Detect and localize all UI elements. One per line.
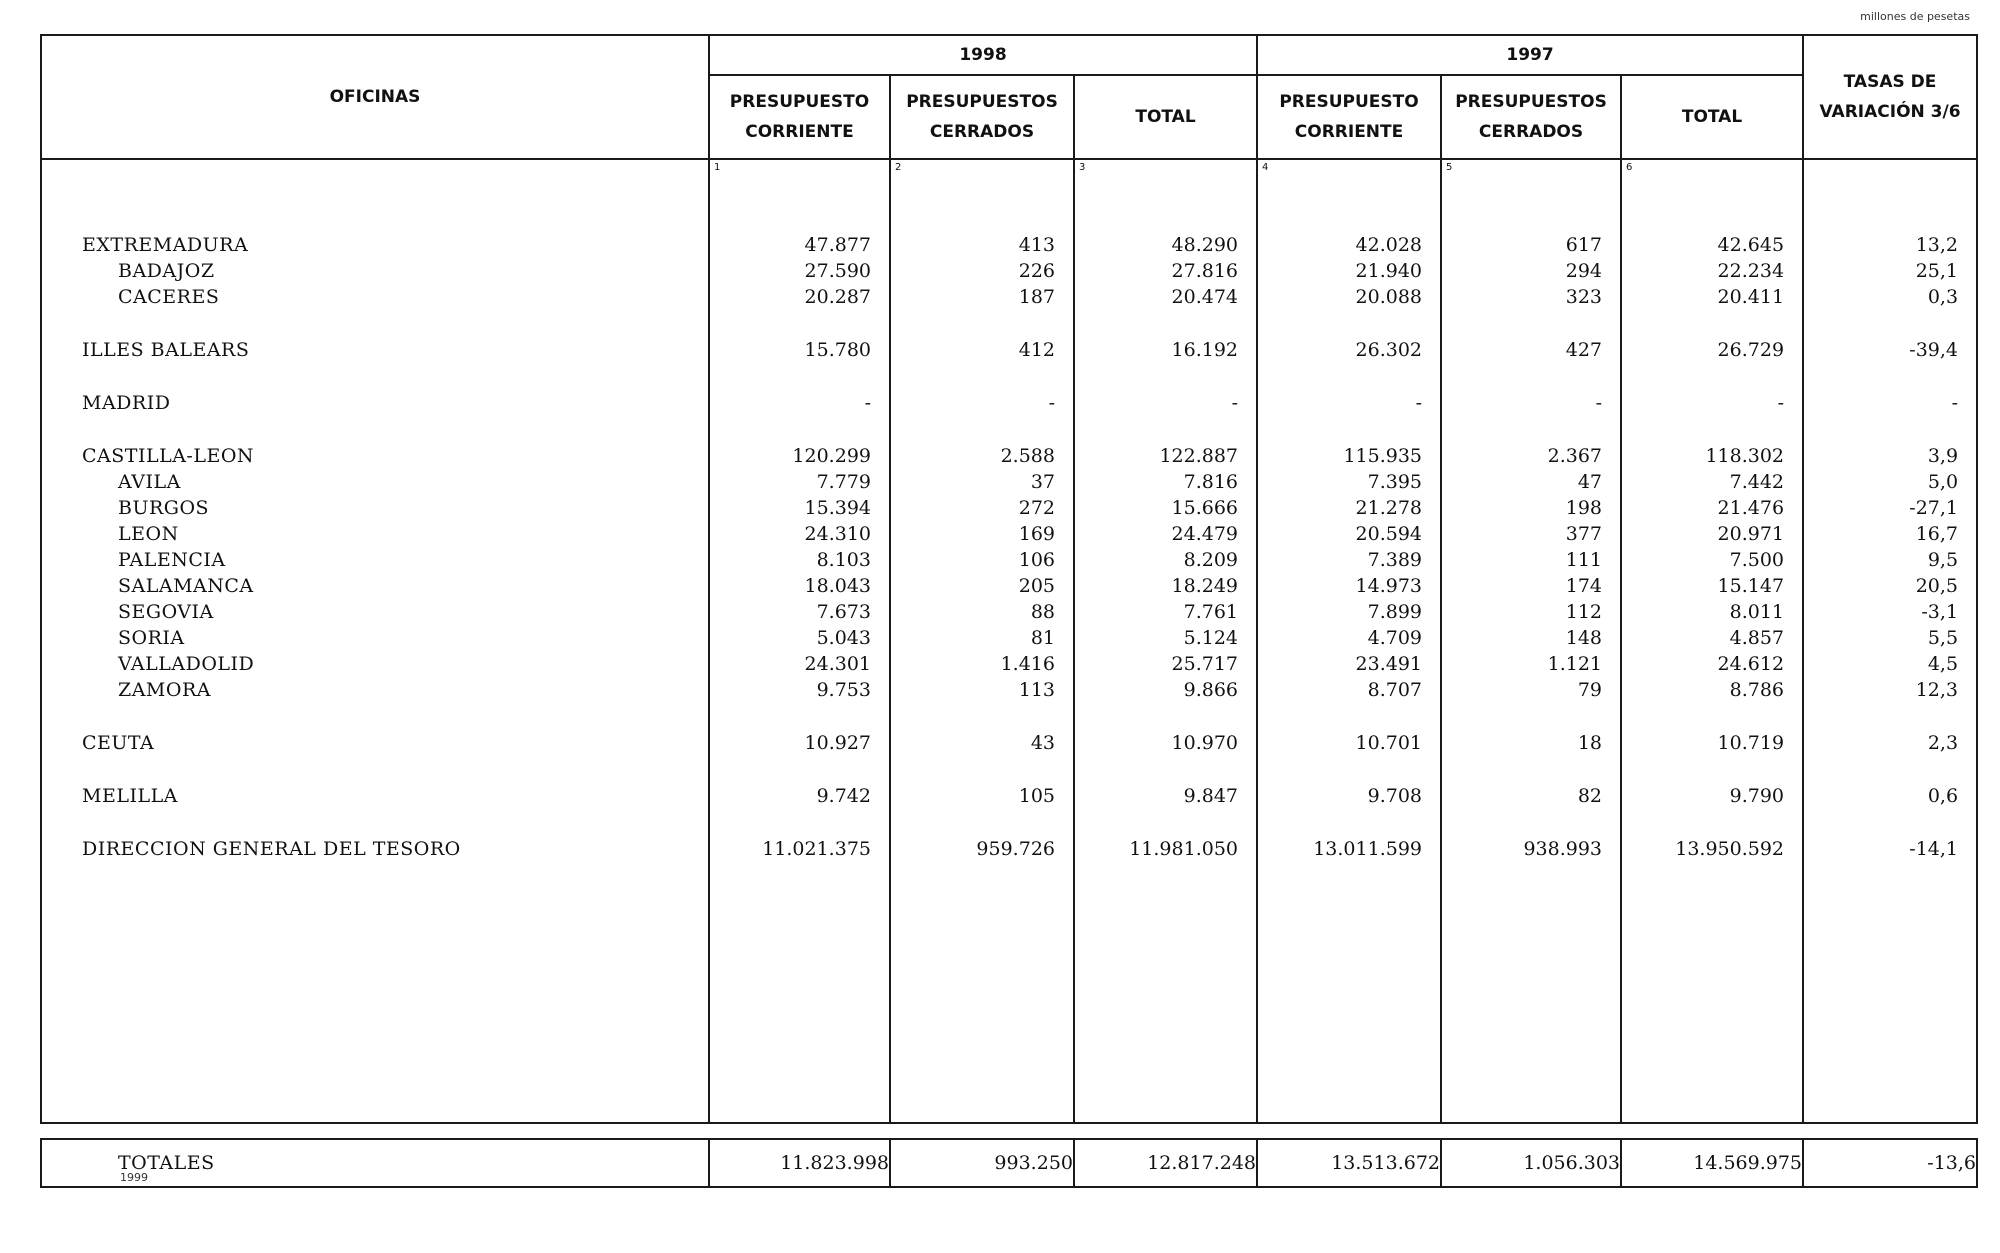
- row-value: 5.043: [816, 627, 871, 649]
- row-value: 24.301: [804, 653, 871, 675]
- col-index-2: 2: [895, 162, 902, 173]
- row-value: 2.367: [1547, 445, 1603, 467]
- row-value: 21.940: [1355, 260, 1423, 282]
- row-value: 7.816: [1183, 471, 1239, 493]
- row-label: CASTILLA-LEON: [82, 445, 255, 467]
- row-value: 4.857: [1729, 627, 1785, 649]
- row-value: 9,5: [1927, 549, 1959, 571]
- row-value: 0,6: [1927, 785, 1959, 807]
- row-value: 27.590: [804, 260, 871, 282]
- row-label: ILLES BALEARS: [82, 339, 250, 361]
- totales-value-4: 13.513.672: [1257, 1139, 1441, 1187]
- row-value: 20.971: [1717, 523, 1785, 545]
- col-5: [1441, 159, 1621, 1123]
- row-value: 48.290: [1171, 234, 1239, 256]
- row-value: 8.786: [1729, 679, 1785, 701]
- row-value: 7.500: [1729, 549, 1785, 571]
- row-value: 42.645: [1717, 234, 1785, 256]
- row-value: 174: [1565, 575, 1603, 597]
- row-value: 18: [1577, 732, 1603, 754]
- row-label: ZAMORA: [118, 679, 211, 701]
- totales-row: [41, 1139, 1977, 1187]
- row-value: 26.302: [1355, 339, 1423, 361]
- row-value: 120.299: [792, 445, 871, 467]
- row-value: 21.476: [1717, 497, 1785, 519]
- row-value: 20.594: [1355, 523, 1423, 545]
- row-value: 23.491: [1355, 653, 1423, 675]
- row-value: 9.753: [816, 679, 871, 701]
- row-value: 112: [1565, 601, 1603, 623]
- row-value: 323: [1565, 286, 1603, 308]
- row-label: CACERES: [118, 286, 220, 308]
- row-value: 2.588: [1000, 445, 1055, 467]
- row-value: 88: [1030, 601, 1055, 623]
- col-4: [1257, 159, 1441, 1123]
- row-value: -3,1: [1921, 601, 1959, 623]
- row-label: LEON: [118, 523, 179, 545]
- header-presupuesto-corriente-1997: PRESUPUESTO CORRIENTE: [1257, 75, 1441, 159]
- row-value: 12,3: [1915, 679, 1959, 701]
- row-label: CEUTA: [82, 732, 155, 754]
- row-value: 5.124: [1183, 627, 1239, 649]
- row-value: 20.088: [1355, 286, 1423, 308]
- row-value: 7.442: [1729, 471, 1785, 493]
- totales-value-5: 1.056.303: [1441, 1139, 1621, 1187]
- row-value: 8.209: [1183, 549, 1239, 571]
- row-value: 13.011.599: [1313, 838, 1423, 860]
- header-year-1997: 1997: [1257, 35, 1803, 75]
- row-value: 198: [1565, 497, 1603, 519]
- row-value: 0,3: [1927, 286, 1959, 308]
- row-value: 9.790: [1729, 785, 1785, 807]
- row-value: 7.761: [1183, 601, 1239, 623]
- row-value: 15.147: [1717, 575, 1785, 597]
- row-value: 226: [1018, 260, 1055, 282]
- row-value: -: [864, 392, 871, 414]
- header-total-1997: TOTAL: [1621, 75, 1803, 159]
- row-value: 37: [1030, 471, 1055, 493]
- row-value: 16.192: [1171, 339, 1239, 361]
- row-value: 24.612: [1717, 653, 1785, 675]
- row-value: 7.899: [1367, 601, 1423, 623]
- row-value: 115.935: [1343, 445, 1423, 467]
- row-value: 169: [1018, 523, 1055, 545]
- row-value: 113: [1018, 679, 1055, 701]
- row-label: BURGOS: [118, 497, 210, 519]
- row-label: DIRECCION GENERAL DEL TESORO: [82, 838, 461, 860]
- row-value: 205: [1018, 575, 1055, 597]
- row-value: 21.278: [1355, 497, 1423, 519]
- row-value: 20.474: [1171, 286, 1239, 308]
- row-value: 14.973: [1355, 575, 1423, 597]
- row-value: 412: [1018, 339, 1055, 361]
- row-value: 7.779: [816, 471, 871, 493]
- row-value: 15.780: [804, 339, 871, 361]
- row-value: 26.729: [1717, 339, 1785, 361]
- row-value: 148: [1565, 627, 1603, 649]
- col-3: [1074, 159, 1257, 1123]
- row-value: 15.394: [804, 497, 871, 519]
- row-value: -14,1: [1909, 838, 1959, 860]
- row-value: 272: [1018, 497, 1055, 519]
- row-value: 81: [1030, 627, 1055, 649]
- oficinas-table: [40, 34, 1978, 1188]
- row-label: MELILLA: [82, 785, 178, 807]
- col-tasas: [1803, 159, 1977, 1123]
- row-value: 7.673: [816, 601, 871, 623]
- row-value: 9.742: [816, 785, 871, 807]
- row-value: 9.708: [1367, 785, 1423, 807]
- row-value: 5,0: [1927, 471, 1959, 493]
- row-value: 122.887: [1159, 445, 1239, 467]
- row-value: 105: [1018, 785, 1055, 807]
- row-value: 20.287: [804, 286, 871, 308]
- row-label: SEGOVIA: [118, 601, 214, 623]
- row-value: 47: [1577, 471, 1603, 493]
- header-year-1998: 1998: [709, 35, 1257, 75]
- row-value: 8.011: [1729, 601, 1785, 623]
- col-2: [890, 159, 1074, 1123]
- col-oficinas: [41, 159, 709, 1123]
- row-value: 25,1: [1915, 260, 1959, 282]
- row-value: -: [1595, 392, 1603, 414]
- col-index-5: 5: [1446, 162, 1453, 173]
- row-value: 11.981.050: [1129, 838, 1239, 860]
- col-6: [1621, 159, 1803, 1123]
- row-value: 938.993: [1523, 838, 1603, 860]
- row-label: VALLADOLID: [118, 653, 255, 675]
- totales-value-tasa: -13,6: [1803, 1139, 1977, 1187]
- row-value: 11.021.375: [762, 838, 871, 860]
- row-value: 9.847: [1183, 785, 1239, 807]
- col-1: [709, 159, 890, 1123]
- row-value: 27.816: [1171, 260, 1239, 282]
- row-value: 959.726: [976, 838, 1055, 860]
- row-value: 10.719: [1717, 732, 1785, 754]
- row-label: SORIA: [118, 627, 185, 649]
- row-label: MADRID: [82, 392, 171, 414]
- totales-value-3: 12.817.248: [1074, 1139, 1257, 1187]
- row-value: 79: [1577, 679, 1603, 701]
- col-index-1: 1: [714, 162, 721, 173]
- totales-value-1: 11.823.998: [709, 1139, 890, 1187]
- row-value: 4.709: [1367, 627, 1423, 649]
- row-value: 9.866: [1183, 679, 1239, 701]
- totales-value-2: 993.250: [890, 1139, 1074, 1187]
- row-value: 617: [1565, 234, 1603, 256]
- row-value: 427: [1565, 339, 1603, 361]
- row-value: 7.395: [1367, 471, 1423, 493]
- header-presupuestos-cerrados-1998: PRESUPUESTOS CERRADOS: [890, 75, 1074, 159]
- row-label: EXTREMADURA: [82, 234, 249, 256]
- row-value: -: [1415, 392, 1423, 414]
- row-value: -: [1777, 392, 1785, 414]
- units-note: millones de pesetas: [1860, 10, 1970, 23]
- row-value: -39,4: [1909, 339, 1959, 361]
- row-value: 82: [1577, 785, 1603, 807]
- row-label: SALAMANCA: [118, 575, 254, 597]
- row-value: -: [1048, 392, 1055, 414]
- row-value: 10.701: [1355, 732, 1423, 754]
- header-presupuestos-cerrados-1997: PRESUPUESTOS CERRADOS: [1441, 75, 1621, 159]
- col-index-6: 6: [1626, 162, 1633, 173]
- row-label: PALENCIA: [118, 549, 226, 571]
- row-value: 3,9: [1927, 445, 1959, 467]
- row-value: 13,2: [1915, 234, 1959, 256]
- row-label: BADAJOZ: [118, 260, 215, 282]
- header-presupuesto-corriente-1998: PRESUPUESTO CORRIENTE: [709, 75, 890, 159]
- row-value: 42.028: [1355, 234, 1423, 256]
- row-value: -27,1: [1909, 497, 1959, 519]
- row-value: 10.970: [1171, 732, 1239, 754]
- row-value: 118.302: [1705, 445, 1785, 467]
- row-label: AVILA: [118, 471, 181, 493]
- row-value: 13.950.592: [1675, 838, 1785, 860]
- row-value: 2,3: [1927, 732, 1959, 754]
- row-value: -: [1231, 392, 1239, 414]
- page-footer: 1999: [120, 1171, 148, 1184]
- row-value: 18.043: [804, 575, 871, 597]
- row-value: 47.877: [804, 234, 871, 256]
- row-value: 7.389: [1367, 549, 1423, 571]
- totales-value-6: 14.569.975: [1621, 1139, 1803, 1187]
- row-value: 20,5: [1915, 575, 1959, 597]
- row-value: 16,7: [1915, 523, 1959, 545]
- row-value: 4,5: [1927, 653, 1959, 675]
- row-value: 111: [1565, 549, 1603, 571]
- row-value: 187: [1018, 286, 1055, 308]
- row-value: 294: [1565, 260, 1603, 282]
- row-value: 24.310: [804, 523, 871, 545]
- row-value: 18.249: [1171, 575, 1239, 597]
- row-value: 20.411: [1717, 286, 1785, 308]
- row-value: 377: [1565, 523, 1603, 545]
- row-value: 43: [1030, 732, 1055, 754]
- header-tasas: TASAS DE VARIACIÓN 3/6: [1803, 35, 1977, 159]
- row-value: 22.234: [1717, 260, 1785, 282]
- row-value: 1.416: [1000, 653, 1055, 675]
- row-value: 8.707: [1367, 679, 1423, 701]
- col-index-4: 4: [1262, 162, 1269, 173]
- col-index-3: 3: [1079, 162, 1086, 173]
- totales-label: TOTALES: [41, 1139, 709, 1187]
- row-value: 10.927: [804, 732, 871, 754]
- header-oficinas: OFICINAS: [41, 35, 709, 159]
- row-value: 25.717: [1171, 653, 1239, 675]
- row-value: -: [1951, 392, 1959, 414]
- row-value: 15.666: [1171, 497, 1239, 519]
- row-value: 24.479: [1171, 523, 1239, 545]
- row-value: 8.103: [816, 549, 871, 571]
- row-value: 106: [1018, 549, 1055, 571]
- header-total-1998: TOTAL: [1074, 75, 1257, 159]
- row-value: 5,5: [1927, 627, 1959, 649]
- row-value: 1.121: [1547, 653, 1603, 675]
- row-value: 413: [1018, 234, 1055, 256]
